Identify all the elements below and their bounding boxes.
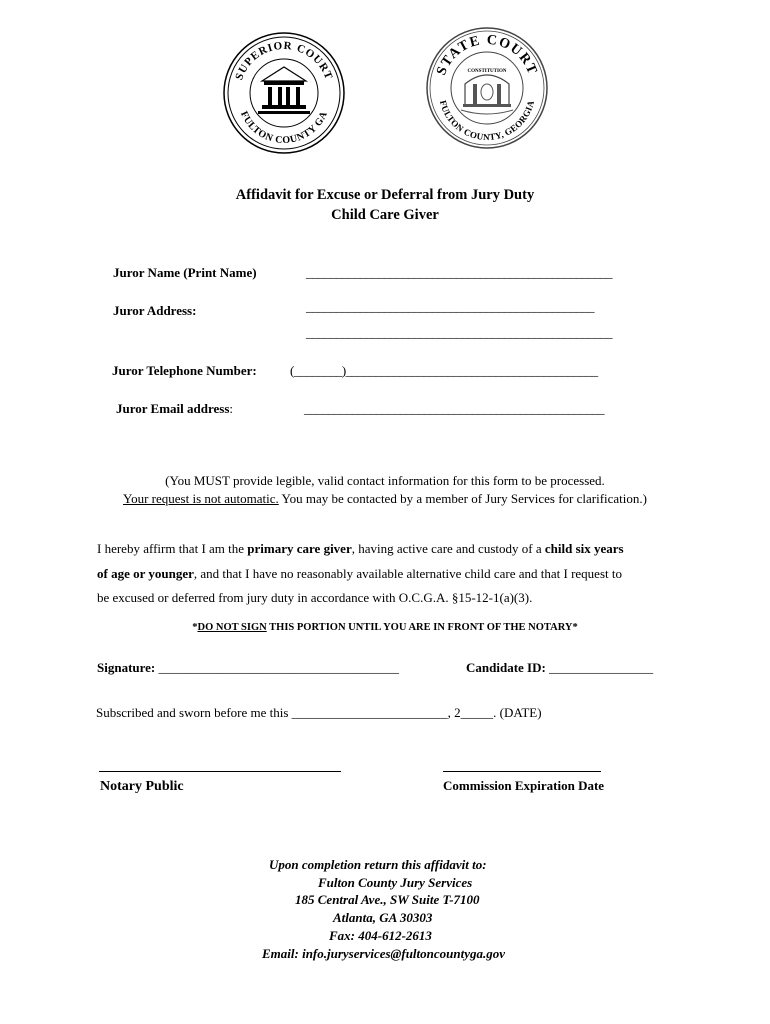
- juror-address-field-1[interactable]: ________________________________________________: [306, 299, 594, 314]
- svg-text:FULTON COUNTY GA: FULTON COUNTY GA: [238, 109, 331, 147]
- notice-line-2: Your request is not automatic. You may be contacted by a member of Jury Services for clarification.): [123, 491, 647, 506]
- juror-email-label: Juror Email address:: [116, 401, 234, 416]
- notice-line-1: (You MUST provide legible, valid contact information for this form to be processed.: [165, 473, 605, 488]
- notice-underlined: Your request is not automatic.: [123, 491, 279, 506]
- juror-address-field-2[interactable]: ___________________________________________________: [306, 325, 612, 340]
- sworn-statement: Subscribed and sworn before me this ________________________, 2_____. (DATE): [96, 705, 542, 720]
- affirm-line-1: I hereby affirm that I am the primary care giver, having active care and custody of a child six years: [97, 541, 624, 556]
- return-street: 185 Central Ave., SW Suite T-7100: [295, 892, 480, 907]
- return-fax: Fax: 404-612-2613: [329, 928, 432, 943]
- notary-warning: *DO NOT SIGN THIS PORTION UNTIL YOU ARE IN FRONT OF THE NOTARY*: [192, 622, 578, 633]
- svg-text:STATE COURT: STATE COURT: [434, 32, 540, 78]
- notary-signature-line[interactable]: [99, 771, 341, 772]
- affirm-line-2: of age or younger, and that I have no reasonably available alternative child care and that I request to: [97, 566, 622, 581]
- form-title: Affidavit for Excuse or Deferral from Jury Duty: [235, 187, 535, 203]
- form-subtitle: Child Care Giver: [331, 207, 439, 223]
- candidate-id-row: Candidate ID: ________________: [466, 660, 654, 675]
- juror-phone-field[interactable]: (________)__________________________________________: [290, 363, 598, 378]
- return-email: Email: info.juryservices@fultoncountyga.gov: [262, 946, 506, 961]
- affirm-line-3: be excused or deferred from jury duty in accordance with O.C.G.A. §15-12-1(a)(3).: [97, 590, 533, 605]
- svg-text:CONSTITUTION: CONSTITUTION: [467, 69, 507, 74]
- juror-name-label: Juror Name (Print Name): [113, 265, 257, 280]
- notary-public-label: Notary Public: [100, 779, 184, 794]
- signature-field[interactable]: _____________________________________: [158, 660, 400, 675]
- superior-court-seal: [222, 31, 346, 155]
- candidate-id-field[interactable]: ________________: [549, 660, 654, 675]
- svg-text:FULTON COUNTY, GEORGIA: FULTON COUNTY, GEORGIA: [437, 99, 537, 143]
- return-city: Atlanta, GA 30303: [333, 910, 433, 925]
- return-instruction: Upon completion return this affidavit to:: [269, 857, 487, 872]
- juror-phone-label: Juror Telephone Number:: [112, 363, 257, 378]
- return-org: Fulton County Jury Services: [318, 875, 473, 890]
- commission-date-line[interactable]: [443, 771, 601, 772]
- state-court-seal: [425, 26, 549, 150]
- juror-email-field[interactable]: __________________________________________________: [304, 401, 604, 416]
- juror-name-field[interactable]: ___________________________________________________: [306, 265, 612, 280]
- juror-address-label: Juror Address:: [113, 303, 197, 318]
- svg-text:SUPERIOR COURT: SUPERIOR COURT: [233, 39, 335, 82]
- signature-row: Signature: _____________________________________: [97, 660, 400, 675]
- commission-expiration-label: Commission Expiration Date: [443, 778, 605, 793]
